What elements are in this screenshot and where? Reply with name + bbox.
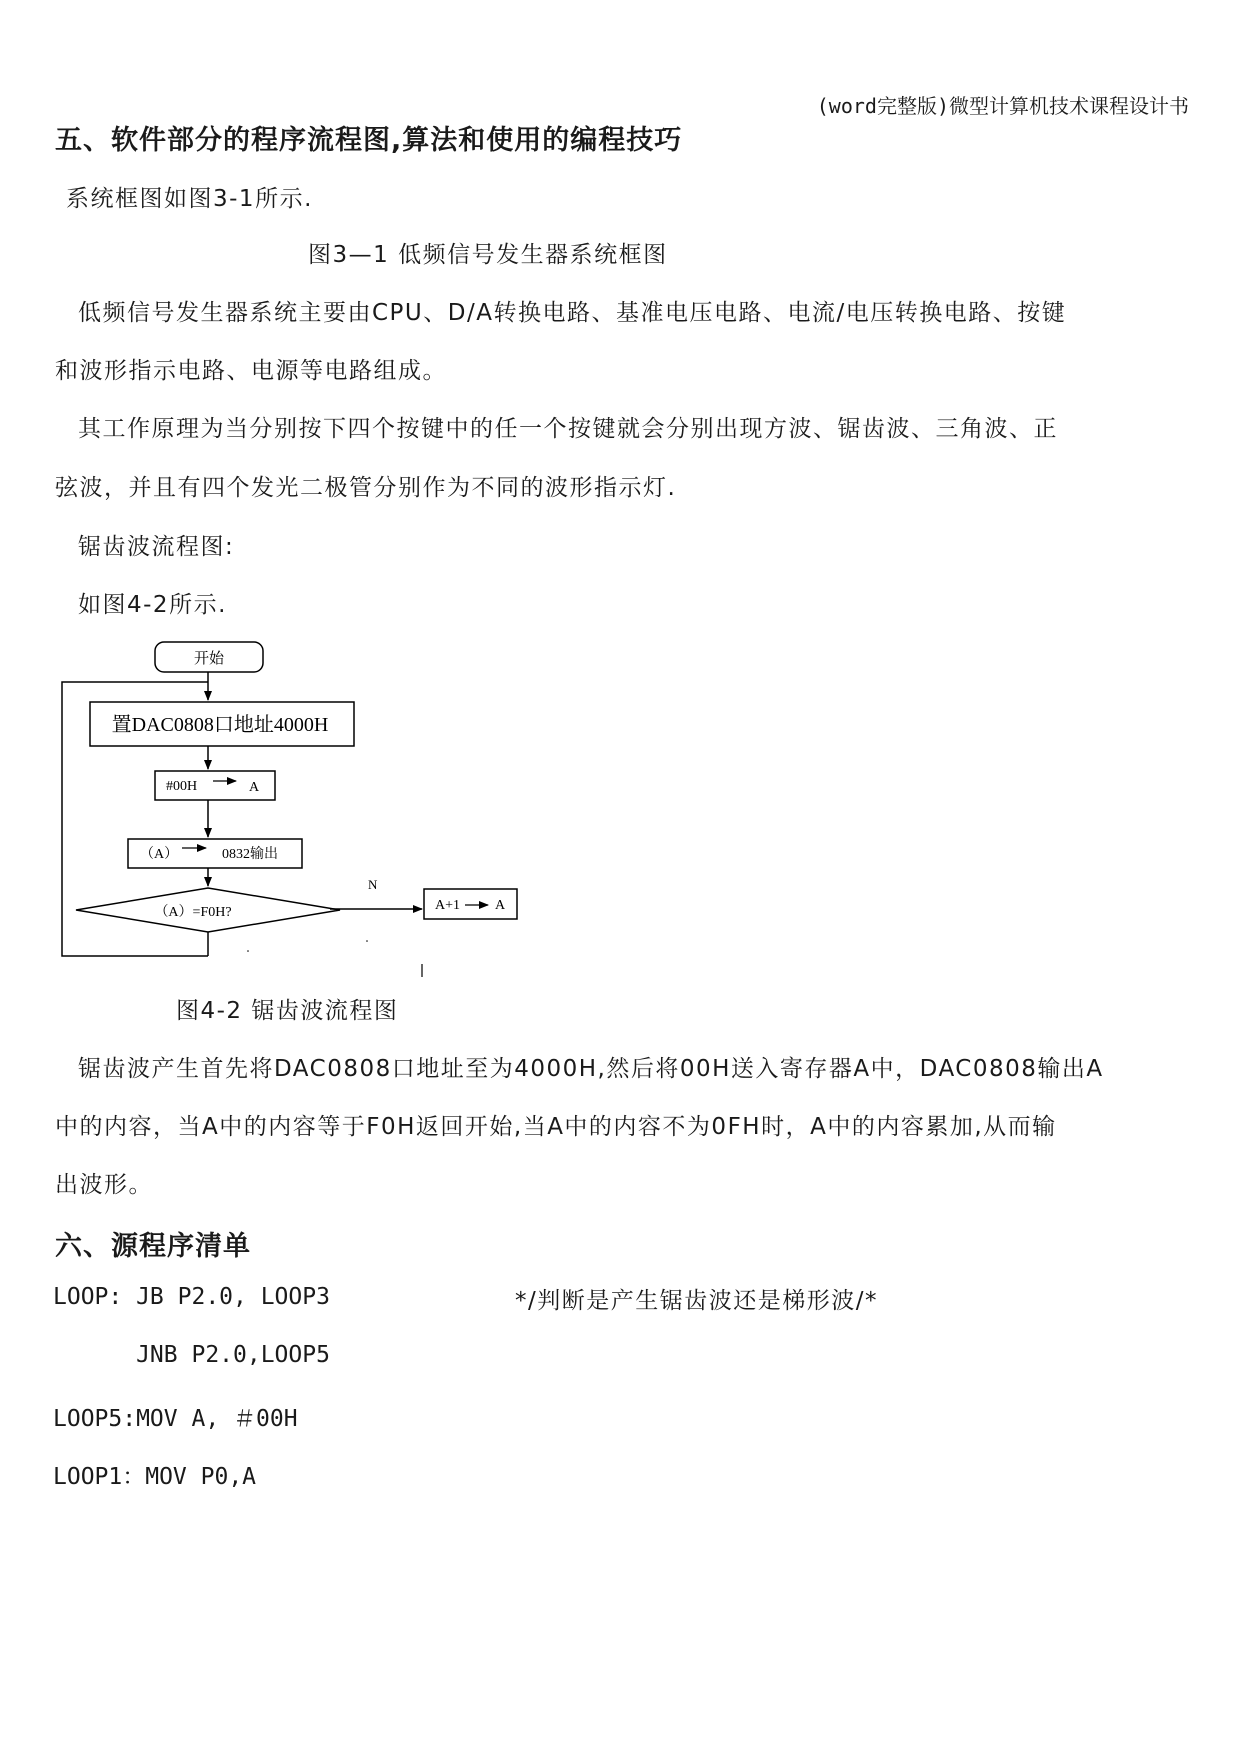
- code-line-2: JNB P2.0,LOOP5: [53, 1342, 330, 1368]
- start-node-label: 开始: [193, 651, 225, 667]
- code-line-4: LOOP1：MOV P0,A: [53, 1464, 257, 1490]
- intro-text: 系统框图如图3-1所示.: [66, 186, 313, 212]
- decision-label: （A）=F0H?: [154, 905, 232, 920]
- paragraph-2-line-1: 其工作原理为当分别按下四个按键中的任一个按键就会分别出现方波、锯齿波、三角波、正: [78, 416, 1058, 442]
- code-line-1: LOOP: JB P2.0, LOOP3: [53, 1284, 330, 1310]
- figure-caption-4-2: 图4-2 锯齿波流程图: [176, 998, 399, 1024]
- paragraph-3-line-3: 出波形。: [55, 1172, 153, 1198]
- decision-no-label: N: [368, 877, 378, 892]
- increment-source: A+1: [435, 898, 461, 913]
- section-heading-6: 六、源程序清单: [55, 1231, 251, 1262]
- output-target: 0832输出: [222, 847, 278, 862]
- paragraph-3-line-1: 锯齿波产生首先将DAC0808口地址至为4000H,然后将00H送入寄存器A中，DAC0808输出A: [78, 1056, 1104, 1082]
- set-address-label: 置DAC0808口地址4000H: [111, 714, 329, 736]
- paragraph-1-line-1: 低频信号发生器系统主要由CPU、D/A转换电路、基准电压电路、电流/电压转换电路、按键: [78, 300, 1067, 326]
- figure-caption-3-1: 图3—1 低频信号发生器系统框图: [308, 242, 668, 268]
- scan-dot: [366, 940, 368, 942]
- page-header: (word完整版)微型计算机技术课程设计书: [816, 94, 1189, 118]
- sawtooth-flowchart: [0, 630, 560, 990]
- scan-dot: [247, 950, 249, 952]
- code-comment-1: */判断是产生锯齿波还是梯形波/*: [515, 1288, 878, 1314]
- output-source: （A）: [140, 847, 179, 862]
- increment-target: A: [495, 898, 506, 913]
- section-heading-5: 五、软件部分的程序流程图,算法和使用的编程技巧: [55, 125, 683, 156]
- figure-reference: 如图4-2所示.: [78, 592, 227, 618]
- load-zero-source: #00H: [166, 779, 198, 794]
- load-zero-target: A: [249, 780, 260, 795]
- code-line-3: LOOP5:MOV A, ＃00H: [53, 1406, 298, 1432]
- paragraph-1-line-2: 和波形指示电路、电源等电路组成。: [55, 358, 447, 384]
- paragraph-2-line-2: 弦波，并且有四个发光二极管分别作为不同的波形指示灯.: [55, 475, 677, 501]
- sawtooth-flow-label: 锯齿波流程图:: [78, 534, 235, 560]
- paragraph-3-line-2: 中的内容，当A中的内容等于F0H返回开始,当A中的内容不为0FH时，A中的内容累加,从而输: [55, 1114, 1057, 1140]
